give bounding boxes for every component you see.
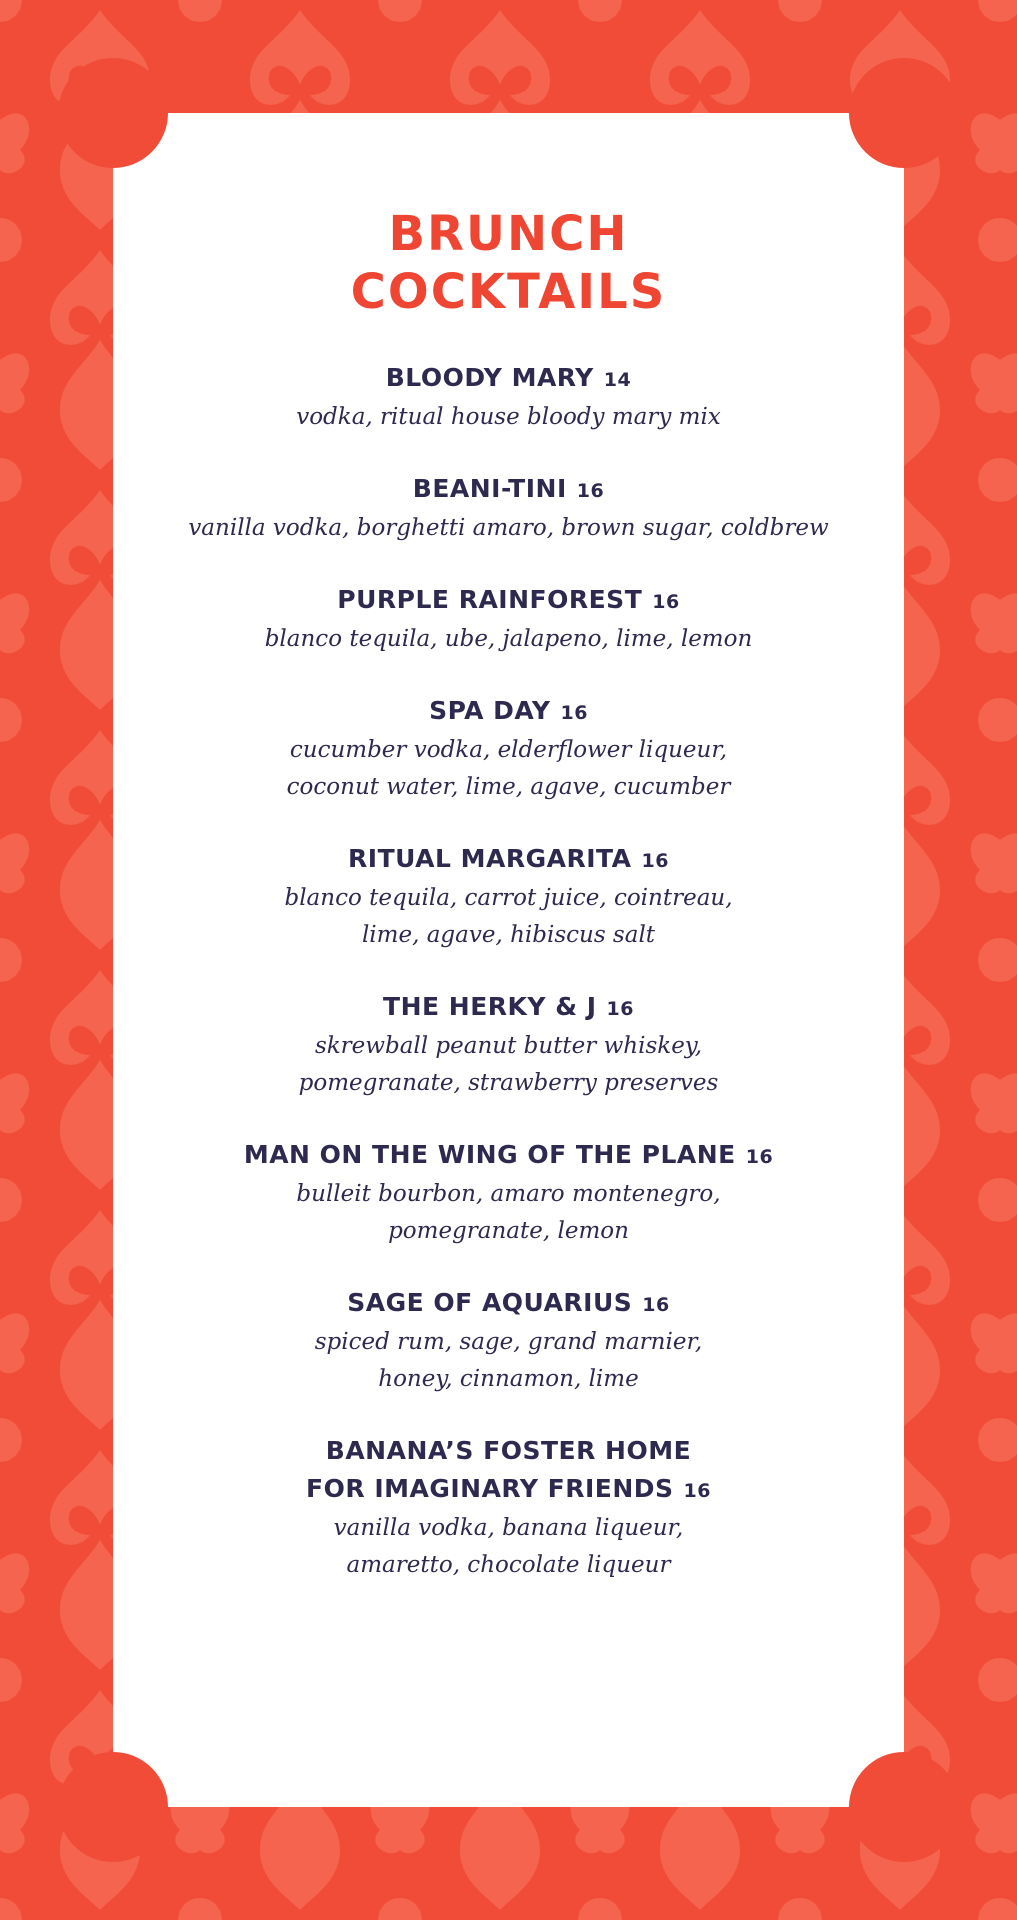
item-price: 16 xyxy=(560,702,588,724)
menu-item xyxy=(113,988,904,1102)
item-description: blanco tequila, carrot juice, cointreau, lime, agave, hibiscus salt xyxy=(284,885,733,948)
item-price: 16 xyxy=(652,591,680,613)
item-description: spiced rum, sage, grand marnier, honey, cinnamon, lime xyxy=(314,1329,703,1392)
menu-item xyxy=(113,470,904,547)
card-corner-notch xyxy=(849,1752,959,1862)
item-name: SPA DAY xyxy=(429,696,551,725)
item-description: cucumber vodka, elderflower liqueur, coconut water, lime, agave, cucumber xyxy=(286,737,731,800)
cocktail-list xyxy=(113,359,904,1584)
item-price: 16 xyxy=(683,1480,711,1502)
item-price: 16 xyxy=(642,1294,670,1316)
card-corner-notch xyxy=(58,1752,168,1862)
item-name: MAN ON THE WING OF THE PLANE xyxy=(243,1140,736,1169)
item-name: THE HERKY & J xyxy=(383,992,597,1021)
menu-item xyxy=(113,581,904,658)
menu-item xyxy=(113,359,904,436)
item-name: PURPLE RAINFOREST xyxy=(337,585,643,614)
item-name: SAGE OF AQUARIUS xyxy=(347,1288,633,1317)
menu-content xyxy=(113,113,904,1618)
menu-item xyxy=(113,1432,904,1584)
item-price: 14 xyxy=(603,369,632,391)
menu-item xyxy=(113,692,904,806)
item-description: vanilla vodka, banana liqueur, amaretto, chocolate liqueur xyxy=(333,1515,684,1578)
item-name: BLOODY MARY xyxy=(385,363,594,392)
item-description: vanilla vodka, borghetti amaro, brown sugar, coldbrew xyxy=(188,515,829,541)
item-price: 16 xyxy=(576,480,605,502)
item-name: BEANI-TINI xyxy=(412,474,567,503)
item-name-line: BANANA’S FOSTER HOME xyxy=(325,1436,692,1465)
item-price: 16 xyxy=(606,998,634,1020)
item-price: 16 xyxy=(641,850,669,872)
item-description: vodka, ritual house bloody mary mix xyxy=(296,404,721,430)
item-name: FOR IMAGINARY FRIENDS xyxy=(306,1474,674,1503)
item-price: 16 xyxy=(745,1146,774,1168)
item-description: blanco tequila, ube, jalapeno, lime, lemon xyxy=(264,626,753,652)
menu-item xyxy=(113,840,904,954)
item-description: bulleit bourbon, amaro montenegro, pomegranate, lemon xyxy=(296,1181,721,1244)
menu-title-line: COCKTAILS xyxy=(350,264,667,320)
menu-title xyxy=(113,205,904,321)
menu-title-line: BRUNCH xyxy=(388,206,629,262)
menu-card xyxy=(113,113,904,1807)
menu-item xyxy=(113,1284,904,1398)
menu-item xyxy=(113,1136,904,1250)
item-description: skrewball peanut butter whiskey, pomegranate, strawberry preserves xyxy=(298,1033,719,1096)
item-name: RITUAL MARGARITA xyxy=(348,844,632,873)
